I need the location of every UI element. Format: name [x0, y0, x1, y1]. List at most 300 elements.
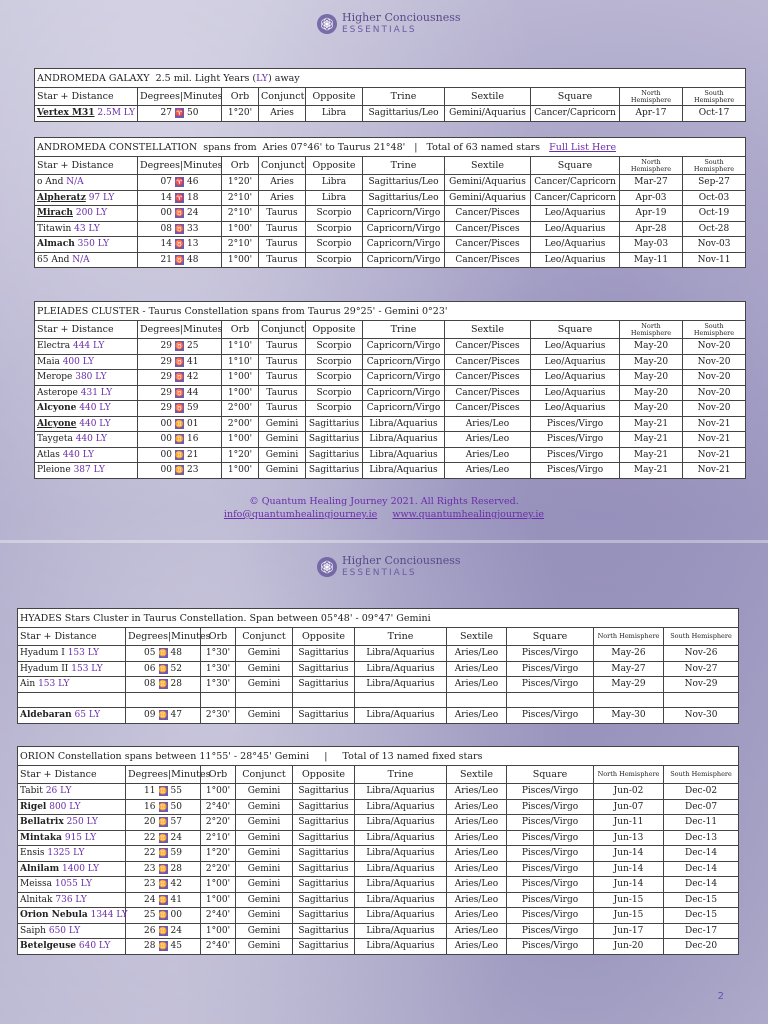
square-cell: Leo/Aquarius	[531, 354, 620, 370]
column-header: Orb	[201, 628, 236, 646]
north-hemisphere-cell: Apr-19	[620, 206, 683, 222]
star-distance: 440 LY	[62, 449, 95, 460]
conjunct-cell: Taurus	[259, 339, 306, 355]
degrees-minutes-cell	[126, 815, 201, 831]
orb-cell: 2°00'	[222, 416, 259, 432]
degrees: 11	[144, 786, 156, 797]
minutes: 41	[170, 894, 182, 905]
trine-cell: Libra/Aquarius	[363, 432, 445, 448]
opposite-cell: Sagittarius	[306, 432, 363, 448]
conjunct-cell: Gemini	[236, 646, 293, 662]
conjunct-cell: Gemini	[236, 861, 293, 877]
degrees: 00	[160, 465, 172, 476]
table-title	[18, 747, 739, 766]
degrees: 14	[160, 192, 172, 203]
star-name: Electra	[37, 341, 71, 352]
table-title-row	[35, 138, 746, 157]
degrees-minutes-cell	[138, 237, 222, 253]
north-hemisphere-cell: Jun-15	[594, 908, 664, 924]
orb-cell: 1°00'	[201, 892, 236, 908]
sextile-cell: Cancer/Pisces	[445, 252, 531, 268]
south-hemisphere-cell: Dec-02	[664, 784, 739, 800]
opposite-cell: Sagittarius	[293, 877, 355, 893]
degrees: 22	[144, 832, 156, 843]
table-title	[18, 609, 739, 628]
opposite-cell: Scorpio	[306, 354, 363, 370]
opposite-cell: Scorpio	[306, 385, 363, 401]
conjunct-cell: Gemini	[236, 708, 293, 724]
zodiac-sign-icon: ♊	[158, 802, 168, 811]
brand-name: Higher Conciousness	[342, 554, 461, 567]
zodiac-sign-icon: ♊	[175, 450, 184, 459]
north-hemisphere-cell: May-27	[594, 661, 664, 677]
square-cell: Leo/Aquarius	[531, 339, 620, 355]
square-cell: Pisces/Virgo	[507, 815, 594, 831]
zodiac-sign-icon: ♊	[158, 680, 168, 689]
table-row	[35, 463, 746, 479]
star-distance: 153 LY	[38, 679, 70, 690]
minutes: 50	[170, 801, 182, 812]
degrees-minutes-cell	[126, 908, 201, 924]
degrees-minutes-cell	[138, 106, 222, 122]
degrees: 29	[160, 372, 172, 383]
table-row	[35, 432, 746, 448]
orb-cell: 1°00'	[222, 221, 259, 237]
square-cell: Pisces/Virgo	[507, 677, 594, 693]
star-name: 65 And	[37, 254, 70, 265]
star-distance-cell	[18, 877, 126, 893]
conjunct-cell: Gemini	[236, 846, 293, 862]
column-header: Opposite	[306, 157, 363, 175]
opposite-cell: Sagittarius	[293, 677, 355, 693]
column-header: Square	[531, 321, 620, 339]
conjunct-cell: Gemini	[259, 416, 306, 432]
orb-cell: 1°30'	[201, 661, 236, 677]
square-cell: Leo/Aquarius	[531, 370, 620, 386]
south-hemisphere-cell: Nov-21	[683, 447, 746, 463]
star-distance-cell	[35, 416, 138, 432]
star-distance: 1344 LY	[90, 910, 128, 921]
conjunct-cell: Aries	[259, 175, 306, 191]
column-header: Degrees|Minutes	[138, 157, 222, 175]
conjunct-cell: Aries	[259, 190, 306, 206]
minutes: 13	[187, 239, 199, 250]
square-cell: Cancer/Capricorn	[531, 106, 620, 122]
column-header: South Hemisphere	[664, 766, 739, 784]
star-distance: 1400 LY	[62, 863, 100, 874]
star-name: Alcyone	[37, 403, 77, 414]
orb-cell: 1°10'	[222, 354, 259, 370]
column-header: South Hemisphere	[683, 321, 746, 339]
sextile-cell: Aries/Leo	[447, 799, 507, 815]
north-hemisphere-cell: Jun-17	[594, 923, 664, 939]
conjunct-cell: Gemini	[259, 432, 306, 448]
table-row	[18, 892, 739, 908]
conjunct-cell: Gemini	[236, 784, 293, 800]
star-distance-cell	[35, 339, 138, 355]
minutes: 48	[187, 254, 199, 265]
star-name: Alcyone	[37, 418, 77, 429]
degrees: 28	[144, 941, 156, 952]
square-cell: Pisces/Virgo	[531, 416, 620, 432]
column-header: Square	[531, 88, 620, 106]
table-row	[18, 815, 739, 831]
star-name: Taygeta	[37, 434, 73, 445]
trine-cell: Libra/Aquarius	[363, 447, 445, 463]
minutes: 28	[170, 679, 182, 690]
north-hemisphere-cell: Apr-03	[620, 190, 683, 206]
column-header: Opposite	[306, 88, 363, 106]
south-hemisphere-cell: Nov-20	[683, 385, 746, 401]
table-title	[35, 138, 746, 157]
table-row	[35, 175, 746, 191]
column-header: Orb	[222, 157, 259, 175]
orb-cell: 1°30'	[201, 677, 236, 693]
orb-cell: 1°00'	[222, 432, 259, 448]
minutes: 24	[170, 832, 182, 843]
zodiac-sign-icon: ♉	[175, 357, 184, 366]
star-distance-cell	[18, 815, 126, 831]
conjunct-cell: Taurus	[259, 237, 306, 253]
zodiac-sign-icon: ♉	[175, 255, 184, 264]
degrees-minutes-cell	[138, 354, 222, 370]
trine-cell: Libra/Aquarius	[355, 892, 447, 908]
south-hemisphere-cell: Dec-13	[664, 830, 739, 846]
star-name: Merope	[37, 372, 73, 383]
sextile-cell: Aries/Leo	[447, 861, 507, 877]
south-hemisphere-cell: Nov-20	[683, 401, 746, 417]
star-distance-cell	[18, 923, 126, 939]
star-distance-cell	[35, 401, 138, 417]
degrees: 16	[144, 801, 156, 812]
orb-cell: 2°00'	[222, 401, 259, 417]
table-row	[18, 646, 739, 662]
square-cell: Pisces/Virgo	[507, 908, 594, 924]
zodiac-sign-icon: ♊	[158, 911, 168, 920]
star-name: Titawin	[37, 223, 72, 234]
column-header: Star + Distance	[18, 766, 126, 784]
degrees: 26	[144, 925, 156, 936]
copyright-text: © Quantum Healing Journey 2021. All Rights Reserved.	[249, 496, 519, 507]
minutes: 01	[187, 418, 199, 429]
degrees: 05	[144, 648, 156, 659]
opposite-cell: Libra	[306, 190, 363, 206]
star-name: Hyadum I	[20, 648, 65, 659]
north-hemisphere-cell: May-20	[620, 354, 683, 370]
square-cell: Pisces/Virgo	[507, 646, 594, 662]
hyades-table	[17, 608, 739, 724]
star-distance-cell	[35, 106, 138, 122]
trine-cell: Sagittarius/Leo	[363, 106, 445, 122]
conjunct-cell: Gemini	[236, 830, 293, 846]
column-header: Trine	[363, 157, 445, 175]
degrees: 09	[144, 710, 156, 721]
conjunct-cell: Taurus	[259, 252, 306, 268]
minutes: 46	[187, 177, 199, 188]
page-number: 2	[717, 991, 724, 1002]
star-name: Alpheratz	[37, 192, 86, 203]
south-hemisphere-cell: Dec-15	[664, 908, 739, 924]
brand-subtitle: ESSENTIALS	[342, 568, 417, 578]
zodiac-sign-icon: ♉	[175, 224, 184, 233]
trine-cell: Libra/Aquarius	[355, 646, 447, 662]
star-name: Mirach	[37, 208, 73, 219]
star-distance: 250 LY	[66, 817, 98, 828]
minutes: 47	[170, 710, 182, 721]
table-row	[35, 339, 746, 355]
website-link[interactable]: www.quantumhealingjourney.ie	[392, 509, 545, 520]
table-row	[18, 846, 739, 862]
conjunct-cell: Gemini	[236, 939, 293, 955]
star-distance: 400 LY	[62, 356, 95, 367]
star-name: Maia	[37, 356, 60, 367]
degrees-minutes-cell	[126, 923, 201, 939]
orb-cell: 2°40'	[201, 908, 236, 924]
opposite-cell: Sagittarius	[293, 939, 355, 955]
star-distance-cell	[35, 385, 138, 401]
column-header: Star + Distance	[35, 321, 138, 339]
empty-cell	[18, 692, 126, 708]
north-hemisphere-cell: Jun-15	[594, 892, 664, 908]
orion-table	[17, 746, 739, 955]
north-hemisphere-cell: Apr-28	[620, 221, 683, 237]
opposite-cell: Sagittarius	[293, 923, 355, 939]
star-distance: 43 LY	[74, 223, 100, 234]
column-header: Opposite	[293, 766, 355, 784]
square-cell: Pisces/Virgo	[507, 784, 594, 800]
north-hemisphere-cell: May-21	[620, 447, 683, 463]
south-hemisphere-cell: Nov-21	[683, 463, 746, 479]
star-distance-cell	[18, 646, 126, 662]
orb-cell: 2°30'	[201, 708, 236, 724]
star-name: Betelgeuse	[20, 941, 76, 952]
orb-cell: 1°00'	[222, 385, 259, 401]
star-distance: 200 LY	[75, 208, 108, 219]
south-hemisphere-cell: Sep-27	[683, 175, 746, 191]
star-distance-cell	[35, 175, 138, 191]
minutes: 24	[170, 925, 182, 936]
star-name: Meissa	[20, 879, 53, 890]
degrees-minutes-cell	[126, 661, 201, 677]
zodiac-sign-icon: ♈	[175, 193, 184, 202]
column-header: Trine	[363, 321, 445, 339]
degrees-minutes-cell	[138, 401, 222, 417]
north-hemisphere-cell: May-11	[620, 252, 683, 268]
table-row	[35, 252, 746, 268]
table-row	[35, 206, 746, 222]
column-header: North Hemisphere	[620, 321, 683, 339]
south-hemisphere-cell: Nov-03	[683, 237, 746, 253]
star-name: Alnitak	[20, 894, 53, 905]
square-cell: Pisces/Virgo	[507, 892, 594, 908]
star-name: Rigel	[20, 801, 47, 812]
table-row	[35, 106, 746, 122]
zodiac-sign-icon: ♊	[158, 664, 168, 673]
full-list-link[interactable]: Full List Here	[549, 141, 617, 153]
degrees-minutes-cell	[126, 646, 201, 662]
star-name: Alnilam	[20, 863, 60, 874]
title-text: HYADES Stars Cluster in Taurus Constellation. Span between 05°48' - 09°47' Gemini	[20, 612, 431, 624]
degrees-minutes-cell	[138, 463, 222, 479]
degrees-minutes-cell	[138, 432, 222, 448]
star-distance: 153 LY	[71, 663, 103, 674]
star-distance-cell	[18, 708, 126, 724]
south-hemisphere-cell: Oct-03	[683, 190, 746, 206]
conjunct-cell: Gemini	[236, 892, 293, 908]
empty-cell	[664, 692, 739, 708]
south-hemisphere-cell: Nov-27	[664, 661, 739, 677]
degrees-minutes-cell	[138, 447, 222, 463]
trine-cell: Capricorn/Virgo	[363, 221, 445, 237]
column-header: Conjunct	[259, 157, 306, 175]
minutes: 25	[187, 341, 199, 352]
zodiac-sign-icon: ♊	[175, 435, 184, 444]
degrees: 08	[144, 679, 156, 690]
pleiades-table	[34, 301, 746, 479]
square-cell: Pisces/Virgo	[507, 799, 594, 815]
sextile-cell: Cancer/Pisces	[445, 385, 531, 401]
sextile-cell: Aries/Leo	[445, 447, 531, 463]
square-cell: Leo/Aquarius	[531, 221, 620, 237]
empty-cell	[201, 692, 236, 708]
square-cell: Pisces/Virgo	[531, 447, 620, 463]
north-hemisphere-cell: Jun-14	[594, 877, 664, 893]
empty-cell	[126, 692, 201, 708]
conjunct-cell: Gemini	[236, 815, 293, 831]
table-row	[35, 190, 746, 206]
north-hemisphere-cell: May-20	[620, 385, 683, 401]
south-hemisphere-cell: Oct-19	[683, 206, 746, 222]
header-row	[35, 88, 746, 106]
table-row	[18, 908, 739, 924]
brand-header-2	[316, 555, 461, 579]
orb-cell: 2°10'	[222, 237, 259, 253]
north-hemisphere-cell: May-21	[620, 463, 683, 479]
column-header: Trine	[355, 766, 447, 784]
trine-cell: Libra/Aquarius	[355, 830, 447, 846]
sextile-cell: Aries/Leo	[447, 846, 507, 862]
table-row	[18, 784, 739, 800]
opposite-cell: Sagittarius	[293, 815, 355, 831]
north-hemisphere-cell: Jun-07	[594, 799, 664, 815]
trine-cell: Libra/Aquarius	[355, 846, 447, 862]
south-hemisphere-cell: Dec-11	[664, 815, 739, 831]
square-cell: Leo/Aquarius	[531, 206, 620, 222]
email-link[interactable]: info@quantumhealingjourney.ie	[223, 509, 378, 520]
south-hemisphere-cell: Dec-14	[664, 861, 739, 877]
header-row	[18, 766, 739, 784]
empty-cell	[293, 692, 355, 708]
opposite-cell: Sagittarius	[293, 861, 355, 877]
conjunct-cell: Taurus	[259, 206, 306, 222]
star-name: Ain	[20, 679, 36, 690]
south-hemisphere-cell: Dec-07	[664, 799, 739, 815]
degrees: 24	[144, 894, 156, 905]
conjunct-cell: Gemini	[236, 877, 293, 893]
square-cell: Leo/Aquarius	[531, 237, 620, 253]
table-row	[18, 861, 739, 877]
trine-cell: Libra/Aquarius	[355, 661, 447, 677]
degrees: 07	[160, 177, 172, 188]
table-row	[18, 692, 739, 708]
minutes: 50	[187, 108, 199, 119]
trine-cell: Libra/Aquarius	[355, 815, 447, 831]
star-distance: 650 LY	[48, 925, 81, 936]
zodiac-sign-icon: ♊	[158, 787, 168, 796]
column-header: Degrees|Minutes	[126, 766, 201, 784]
north-hemisphere-cell: May-20	[620, 339, 683, 355]
column-header: Sextile	[447, 766, 507, 784]
square-cell: Cancer/Capricorn	[531, 175, 620, 191]
minutes: 55	[170, 786, 182, 797]
column-header: South Hemisphere	[683, 157, 746, 175]
north-hemisphere-cell: Apr-17	[620, 106, 683, 122]
table-row	[18, 661, 739, 677]
north-hemisphere-cell: May-20	[620, 401, 683, 417]
orb-cell: 2°40'	[201, 939, 236, 955]
square-cell: Pisces/Virgo	[507, 939, 594, 955]
star-distance: 440 LY	[79, 418, 111, 429]
star-name: Aldebaran	[20, 710, 72, 721]
trine-cell: Capricorn/Virgo	[363, 339, 445, 355]
degrees: 22	[144, 848, 156, 859]
north-hemisphere-cell: May-03	[620, 237, 683, 253]
column-header: Conjunct	[259, 88, 306, 106]
minutes: 48	[170, 648, 182, 659]
zodiac-sign-icon: ♊	[175, 466, 184, 475]
table-row	[18, 923, 739, 939]
star-distance: 380 LY	[75, 372, 107, 383]
trine-cell: Capricorn/Virgo	[363, 252, 445, 268]
column-header: Opposite	[293, 628, 355, 646]
opposite-cell: Sagittarius	[306, 416, 363, 432]
south-hemisphere-cell: Nov-26	[664, 646, 739, 662]
trine-cell: Capricorn/Virgo	[363, 206, 445, 222]
header-row	[35, 321, 746, 339]
minutes: 59	[170, 848, 182, 859]
south-hemisphere-cell: Oct-28	[683, 221, 746, 237]
minutes: 41	[187, 356, 199, 367]
table-title	[35, 69, 746, 88]
zodiac-sign-icon: ♉	[175, 342, 184, 351]
table-row	[35, 385, 746, 401]
minutes: 42	[187, 372, 199, 383]
sextile-cell: Aries/Leo	[445, 463, 531, 479]
brand-subtitle: ESSENTIALS	[342, 25, 417, 35]
column-header: Conjunct	[259, 321, 306, 339]
star-distance-cell	[18, 846, 126, 862]
table-title	[35, 302, 746, 321]
conjunct-cell: Taurus	[259, 370, 306, 386]
star-name: Asterope	[37, 387, 78, 398]
south-hemisphere-cell: Nov-30	[664, 708, 739, 724]
opposite-cell: Sagittarius	[306, 447, 363, 463]
trine-cell: Libra/Aquarius	[355, 923, 447, 939]
star-distance-cell	[18, 908, 126, 924]
trine-cell: Libra/Aquarius	[355, 908, 447, 924]
degrees-minutes-cell	[138, 385, 222, 401]
star-distance-cell	[18, 799, 126, 815]
square-cell: Pisces/Virgo	[507, 923, 594, 939]
minutes: 59	[187, 403, 199, 414]
sextile-cell: Cancer/Pisces	[445, 221, 531, 237]
column-header: Orb	[222, 321, 259, 339]
trine-cell: Capricorn/Virgo	[363, 354, 445, 370]
table-row	[18, 939, 739, 955]
south-hemisphere-cell: Nov-20	[683, 339, 746, 355]
degrees-minutes-cell	[138, 175, 222, 191]
sextile-cell: Cancer/Pisces	[445, 401, 531, 417]
